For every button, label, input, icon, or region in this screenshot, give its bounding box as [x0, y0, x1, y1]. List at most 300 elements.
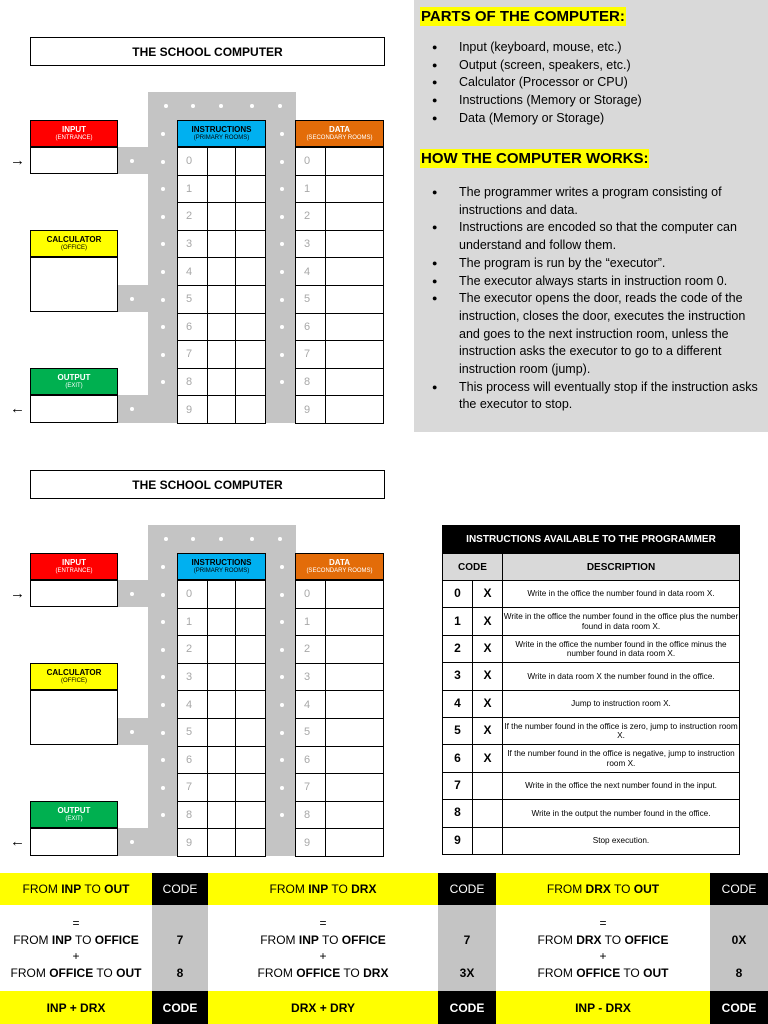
instruction-row: [443, 663, 740, 690]
calculator-box: [30, 257, 118, 312]
corridor-dot: [278, 104, 282, 108]
bullet-item: ● Instructions are encoded so that the computer can understand and follow them.: [432, 219, 762, 254]
bullet-item: ● Calculator (Processor or CPU): [432, 74, 762, 92]
instruction-description: Write in the office the next number found in the input.: [503, 772, 740, 799]
bullet-item: ● The executor opens the door, reads the code of the instruction, closes the door, executes the instruction and goes to the next instruction room, unless the instruction asks the executor to go to a different instruction room (jump).: [432, 290, 762, 379]
corridor-dot: [280, 215, 284, 219]
phrase-source: OFFICE: [576, 965, 621, 980]
instruction-code: 3: [443, 663, 473, 690]
instruction-room-cell: [207, 148, 236, 176]
breakdown-line-2: [208, 965, 438, 982]
data-room-cell: [325, 258, 383, 286]
data-room-cell: [325, 230, 383, 258]
instruction-room-row: [178, 829, 266, 857]
corridor-dot: [280, 353, 284, 357]
corridor-dot: [161, 270, 165, 274]
instruction-room-row: [178, 148, 266, 176]
output-header: [30, 368, 118, 395]
example-codes: [438, 905, 496, 991]
instruction-room-row: [178, 801, 266, 829]
example-code-2: 8: [735, 965, 743, 980]
phrase-target: OUT: [104, 882, 130, 896]
instruction-room-number: 4: [178, 691, 208, 719]
instructions-label: INSTRUCTIONS: [191, 558, 252, 568]
data-room-number: 3: [296, 230, 326, 258]
phrase-mid: TO: [340, 965, 364, 980]
corridor-dot: [130, 159, 134, 163]
corridor-dot: [161, 648, 165, 652]
data-room-cell: [325, 368, 383, 396]
example-header: [0, 873, 152, 905]
instruction-description: If the number found in the office is negative, jump to instruction room X.: [503, 745, 740, 772]
instruction-operand: X: [473, 663, 503, 690]
phrase-pre: FROM: [269, 882, 309, 896]
instruction-room-cell: [236, 258, 266, 286]
example-codes: [152, 905, 208, 991]
instruction-code: 9: [443, 827, 473, 854]
data-room-cell: [325, 341, 383, 369]
corridor-dot: [219, 104, 223, 108]
corridor-dot: [191, 104, 195, 108]
code-column-header: CODE: [443, 554, 503, 581]
instruction-room-cell: [207, 203, 236, 231]
data-room-row: [296, 175, 384, 203]
bullet-item: ● Data (Memory or Storage): [432, 110, 762, 128]
corridor-dot: [280, 160, 284, 164]
instruction-room-cell: [207, 285, 236, 313]
data-room-row: [296, 718, 384, 746]
equals-sign: =: [72, 916, 80, 930]
equals-sign: =: [599, 916, 607, 930]
data-rooms: [295, 147, 384, 424]
corridor-dot: [164, 104, 168, 108]
corridor-dot: [161, 215, 165, 219]
phrase-source: INP: [51, 932, 72, 947]
data-room-cell: [325, 581, 383, 609]
instruction-room-cell: [236, 285, 266, 313]
instructions-header: [177, 120, 266, 147]
data-room-cell: [325, 175, 383, 203]
data-sublabel: (SECONDARY ROOMS): [306, 567, 373, 574]
example-breakdown: [496, 905, 710, 991]
instruction-row: [443, 690, 740, 717]
instruction-room-number: 2: [178, 203, 208, 231]
data-room-cell: [325, 801, 383, 829]
instruction-row: [443, 745, 740, 772]
phrase-pre: FROM: [10, 965, 50, 980]
breakdown-line-1: [208, 932, 438, 949]
description-column-header: DESCRIPTION: [503, 554, 740, 581]
data-room-number: 0: [296, 581, 326, 609]
data-label: DATA: [328, 125, 351, 135]
example-breakdown: [0, 905, 152, 991]
instruction-room-cell: [236, 175, 266, 203]
output-sublabel: (EXIT): [65, 382, 83, 389]
corridor-dot: [161, 353, 165, 357]
bullet-item: ● Instructions (Memory or Storage): [432, 92, 762, 110]
calculator-header: [30, 230, 118, 257]
examples-table: [0, 873, 768, 1024]
data-room-number: 2: [296, 203, 326, 231]
data-room-row: [296, 829, 384, 857]
example-code-1: 7: [463, 932, 471, 947]
corridor-dot: [280, 298, 284, 302]
data-room-row: [296, 608, 384, 636]
data-room-row: [296, 746, 384, 774]
instruction-room-cell: [236, 341, 266, 369]
instruction-room-cell: [207, 774, 236, 802]
instruction-row: [443, 635, 740, 662]
instruction-room-row: [178, 718, 266, 746]
phrase-target: OFFICE: [341, 932, 386, 947]
instruction-room-number: 8: [178, 368, 208, 396]
data-sublabel: (SECONDARY ROOMS): [306, 134, 373, 141]
corridor-dot: [191, 537, 195, 541]
arrow-left-icon: ←: [10, 833, 25, 850]
example-codes: [710, 905, 768, 991]
phrase-pre: FROM: [13, 932, 52, 947]
phrase-target: OFFICE: [94, 932, 139, 947]
phrase-mid: TO: [81, 882, 105, 896]
instruction-room-number: 3: [178, 230, 208, 258]
data-room-cell: [325, 829, 383, 857]
how-list: [432, 184, 762, 414]
data-room-row: [296, 663, 384, 691]
instruction-room-cell: [207, 718, 236, 746]
phrase-target: OFFICE: [624, 932, 669, 947]
diagram-title: THE SCHOOL COMPUTER: [30, 470, 385, 499]
phrase-mid: TO: [328, 882, 352, 896]
instruction-room-cell: [236, 801, 266, 829]
example-code-2: 3X: [459, 965, 475, 980]
data-room-number: 1: [296, 175, 326, 203]
example-code-header: CODE: [438, 873, 496, 905]
example-code-header: CODE: [710, 873, 768, 905]
instruction-description: Write in the office the number found in the office plus the number found in data room X.: [503, 608, 740, 635]
corridor-dot: [130, 592, 134, 596]
parts-list: [432, 39, 762, 128]
data-room-row: [296, 581, 384, 609]
example-code-footer: CODE: [438, 991, 496, 1024]
calculator-label: CALCULATOR: [46, 668, 102, 678]
instruction-room-number: 1: [178, 175, 208, 203]
instruction-room-cell: [207, 175, 236, 203]
how-title: HOW THE COMPUTER WORKS:: [421, 150, 649, 167]
data-room-row: [296, 636, 384, 664]
data-room-number: 8: [296, 368, 326, 396]
instruction-description: Write in the office the number found in data room X.: [503, 581, 740, 608]
instruction-code: 8: [443, 800, 473, 827]
instruction-room-cell: [207, 663, 236, 691]
instruction-room-row: [178, 691, 266, 719]
instruction-operand: [473, 827, 503, 854]
data-room-row: [296, 368, 384, 396]
input-sublabel: (ENTRANCE): [55, 567, 93, 574]
corridor-dot: [280, 786, 284, 790]
data-room-number: 8: [296, 801, 326, 829]
phrase-source: OFFICE: [296, 965, 341, 980]
instructions-header: [177, 553, 266, 580]
instruction-operand: X: [473, 745, 503, 772]
data-room-cell: [325, 203, 383, 231]
instruction-description: Jump to instruction room X.: [503, 690, 740, 717]
data-room-row: [296, 691, 384, 719]
corridor-dot: [161, 593, 165, 597]
data-room-cell: [325, 285, 383, 313]
instruction-operand: X: [473, 581, 503, 608]
phrase-mid: TO: [93, 965, 117, 980]
diagram-title: THE SCHOOL COMPUTER: [30, 37, 385, 66]
corridor-dot: [250, 104, 254, 108]
instruction-code: 2: [443, 635, 473, 662]
instruction-room-cell: [236, 608, 266, 636]
data-room-cell: [325, 691, 383, 719]
data-room-number: 7: [296, 774, 326, 802]
instruction-room-cell: [207, 258, 236, 286]
example-code-footer: CODE: [152, 991, 208, 1024]
parts-title: PARTS OF THE COMPUTER:: [421, 8, 625, 25]
corridor-dot: [161, 731, 165, 735]
instruction-room-cell: [207, 581, 236, 609]
input-box: [30, 580, 118, 607]
instruction-operand: [473, 800, 503, 827]
data-room-number: 9: [296, 829, 326, 857]
corridor-dot: [278, 537, 282, 541]
corridor-dot: [280, 703, 284, 707]
phrase-target: OUT: [643, 965, 669, 980]
data-room-cell: [325, 148, 383, 176]
instruction-room-number: 1: [178, 608, 208, 636]
output-box: [30, 828, 118, 856]
instruction-room-cell: [236, 230, 266, 258]
instruction-room-cell: [207, 313, 236, 341]
output-label: OUTPUT: [57, 373, 91, 383]
bullet-item: ● Output (screen, speakers, etc.): [432, 57, 762, 75]
instruction-room-row: [178, 396, 266, 424]
instruction-operand: [473, 772, 503, 799]
instruction-room-number: 0: [178, 148, 208, 176]
bullet-item: ● The program is run by the “executor”.: [432, 255, 762, 273]
output-sublabel: (EXIT): [65, 815, 83, 822]
instruction-room-cell: [236, 829, 266, 857]
plus-sign: +: [72, 949, 80, 963]
data-header: [295, 120, 384, 147]
corridor-dot: [280, 270, 284, 274]
phrase-pre: FROM: [260, 932, 299, 947]
example-footer: INP - DRX: [496, 991, 710, 1024]
example-code-header: CODE: [152, 873, 208, 905]
instruction-room-row: [178, 774, 266, 802]
instruction-room-row: [178, 663, 266, 691]
phrase-source: INP: [61, 882, 82, 896]
phrase-mid: TO: [71, 932, 95, 947]
corridor-dot: [280, 731, 284, 735]
data-room-cell: [325, 718, 383, 746]
phrase-mid: TO: [601, 932, 625, 947]
instruction-code: 6: [443, 745, 473, 772]
phrase-pre: FROM: [537, 932, 577, 947]
phrase-pre: FROM: [546, 882, 586, 896]
corridor-dot: [164, 537, 168, 541]
instruction-room-number: 3: [178, 663, 208, 691]
example-footer: DRX + DRY: [208, 991, 438, 1024]
instruction-description: Write in data room X the number found in the office.: [503, 663, 740, 690]
data-room-row: [296, 774, 384, 802]
instruction-room-row: [178, 746, 266, 774]
instruction-code: 7: [443, 772, 473, 799]
data-room-cell: [325, 636, 383, 664]
bullet-item: ● Input (keyboard, mouse, etc.): [432, 39, 762, 57]
data-room-row: [296, 258, 384, 286]
phrase-source: DRX: [585, 882, 611, 896]
instruction-code: 5: [443, 717, 473, 744]
instruction-room-cell: [207, 230, 236, 258]
instructions-sublabel: (PRIMARY ROOMS): [193, 134, 250, 141]
data-room-number: 5: [296, 285, 326, 313]
data-room-row: [296, 285, 384, 313]
data-room-number: 3: [296, 663, 326, 691]
data-room-number: 9: [296, 396, 326, 424]
data-room-number: 2: [296, 636, 326, 664]
instruction-room-cell: [207, 801, 236, 829]
corridor-dot: [280, 593, 284, 597]
data-room-cell: [325, 774, 383, 802]
instruction-rooms: [177, 147, 266, 424]
instructions-label: INSTRUCTIONS: [191, 125, 252, 135]
instruction-room-row: [178, 230, 266, 258]
instruction-code: 0: [443, 581, 473, 608]
plus-sign: +: [319, 949, 327, 963]
instruction-description: Stop execution.: [503, 827, 740, 854]
instruction-description: Write in the office the number found in the office minus the number found in data room X.: [503, 635, 740, 662]
output-box: [30, 395, 118, 423]
info-panel: [414, 0, 768, 432]
data-rooms: [295, 580, 384, 857]
instruction-row: [443, 772, 740, 799]
breakdown-line-2: [0, 965, 152, 982]
instruction-room-number: 2: [178, 636, 208, 664]
instruction-description: Write in the output the number found in the office.: [503, 800, 740, 827]
data-room-row: [296, 230, 384, 258]
instruction-code: 1: [443, 608, 473, 635]
instruction-room-cell: [236, 396, 266, 424]
instruction-description: If the number found in the office is zero, jump to instruction room X.: [503, 717, 740, 744]
example-footer: INP + DRX: [0, 991, 152, 1024]
instruction-room-number: 9: [178, 829, 208, 857]
instruction-room-row: [178, 368, 266, 396]
phrase-pre: FROM: [22, 882, 62, 896]
data-room-number: 6: [296, 746, 326, 774]
calculator-sublabel: (OFFICE): [61, 677, 87, 684]
example-header: [208, 873, 438, 905]
phrase-target: OUT: [116, 965, 142, 980]
instruction-row: [443, 581, 740, 608]
instruction-room-row: [178, 258, 266, 286]
corridor-dot: [280, 565, 284, 569]
instruction-room-number: 4: [178, 258, 208, 286]
school-computer-diagram-top: [0, 37, 410, 437]
instruction-room-row: [178, 313, 266, 341]
calculator-box: [30, 690, 118, 745]
phrase-pre: FROM: [537, 965, 577, 980]
corridor-dot: [219, 537, 223, 541]
calculator-sublabel: (OFFICE): [61, 244, 87, 251]
input-label: INPUT: [62, 125, 86, 135]
data-room-number: 1: [296, 608, 326, 636]
phrase-source: INP: [308, 882, 329, 896]
data-room-row: [296, 313, 384, 341]
instruction-room-cell: [236, 691, 266, 719]
instruction-room-row: [178, 203, 266, 231]
instruction-room-number: 9: [178, 396, 208, 424]
instruction-room-cell: [207, 829, 236, 857]
corridor-dot: [280, 132, 284, 136]
instruction-room-cell: [236, 368, 266, 396]
data-room-cell: [325, 663, 383, 691]
arrow-right-icon: →: [10, 585, 25, 602]
phrase-target: DRX: [363, 965, 389, 980]
data-room-cell: [325, 608, 383, 636]
output-label: OUTPUT: [57, 806, 91, 816]
corridor-dot: [161, 786, 165, 790]
phrase-mid: TO: [610, 882, 634, 896]
breakdown-line-2: [496, 965, 710, 982]
data-room-number: 5: [296, 718, 326, 746]
breakdown-line-1: [0, 932, 152, 949]
school-computer-diagram-bottom: [0, 470, 410, 870]
example-code-1: 0X: [731, 932, 747, 947]
instruction-operand: X: [473, 635, 503, 662]
calculator-header: [30, 663, 118, 690]
data-label: DATA: [328, 558, 351, 568]
phrase-source: INP: [298, 932, 319, 947]
data-room-number: 0: [296, 148, 326, 176]
instruction-room-number: 6: [178, 313, 208, 341]
example-breakdown: [208, 905, 438, 991]
example-code-footer: CODE: [710, 991, 768, 1024]
corridor-dot: [130, 407, 134, 411]
instruction-room-cell: [207, 691, 236, 719]
instruction-row: [443, 608, 740, 635]
data-room-number: 4: [296, 691, 326, 719]
instruction-room-row: [178, 175, 266, 203]
instruction-room-row: [178, 636, 266, 664]
instruction-room-cell: [236, 203, 266, 231]
phrase-target: OUT: [633, 882, 660, 896]
instruction-operand: X: [473, 608, 503, 635]
arrow-right-icon: →: [10, 152, 25, 169]
input-header: [30, 120, 118, 147]
data-room-row: [296, 203, 384, 231]
phrase-target: DRX: [351, 882, 377, 896]
instruction-room-cell: [236, 148, 266, 176]
instruction-code: 4: [443, 690, 473, 717]
instruction-row: [443, 800, 740, 827]
example-header: [496, 873, 710, 905]
corridor-dot: [161, 160, 165, 164]
arrow-left-icon: ←: [10, 400, 25, 417]
instruction-room-row: [178, 285, 266, 313]
instruction-room-number: 5: [178, 285, 208, 313]
bullet-item: ● The programmer writes a program consisting of instructions and data.: [432, 184, 762, 219]
instruction-room-cell: [236, 663, 266, 691]
instruction-rooms: [177, 580, 266, 857]
phrase-mid: TO: [318, 932, 342, 947]
phrase-mid: TO: [620, 965, 644, 980]
phrase-pre: FROM: [257, 965, 297, 980]
corridor-dot: [161, 703, 165, 707]
data-room-number: 7: [296, 341, 326, 369]
